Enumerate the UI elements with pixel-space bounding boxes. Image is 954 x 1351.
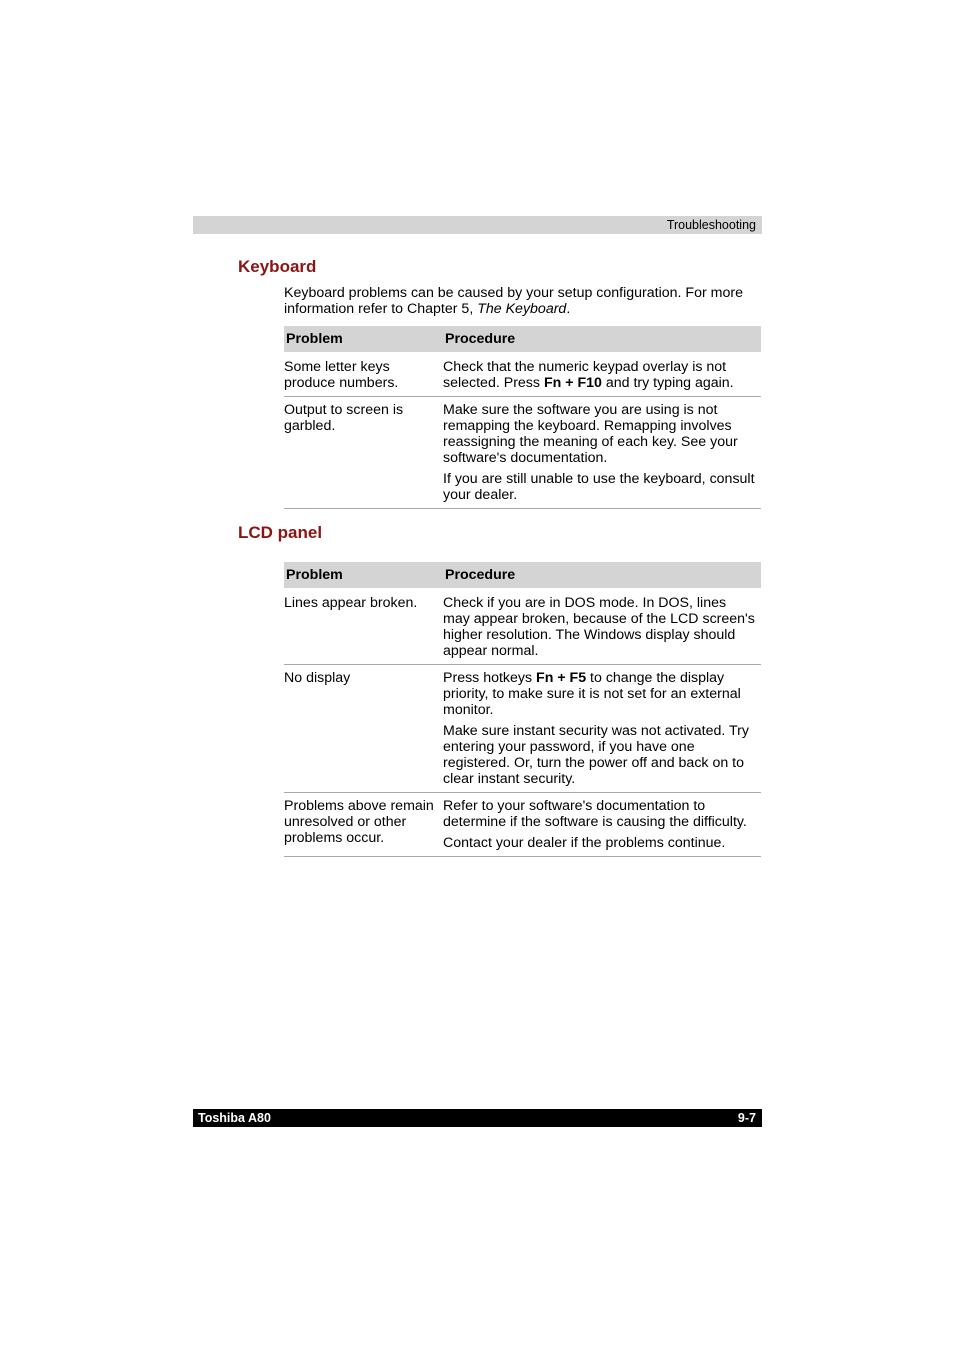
product-model: Toshiba A80 <box>198 1111 271 1125</box>
table-row <box>284 588 761 665</box>
procedure-cell <box>443 588 761 665</box>
column-header-procedure: Procedure <box>443 326 761 352</box>
keyboard-intro <box>284 285 762 317</box>
table-row <box>284 793 761 857</box>
procedure-text-part: and try typing again. <box>601 375 734 391</box>
table-row <box>284 665 761 793</box>
hotkey: Fn + F5 <box>536 670 587 686</box>
table-header-row <box>284 326 761 352</box>
problem-cell: Some letter keys produce numbers. <box>284 352 443 397</box>
page-number: 9-7 <box>737 1111 756 1125</box>
procedure-text <box>443 670 755 718</box>
procedure-text-part: Press hotkeys <box>443 670 537 686</box>
problem-cell: Output to screen is garbled. <box>284 397 443 509</box>
procedure-text: Make sure the software you are using is not remapping the keyboard. Remapping involves reassigning the meaning of each key. See your software's documentation. <box>443 402 738 466</box>
procedure-cell <box>443 665 761 793</box>
procedure-text: If you are still unable to use the keyboard, consult your dealer. <box>443 471 755 503</box>
chapter-name: Troubleshooting <box>666 218 756 232</box>
hotkey: Fn + F10 <box>543 375 602 391</box>
procedure-cell <box>443 352 761 397</box>
intro-end: . <box>566 301 571 317</box>
column-header-procedure: Procedure <box>443 562 761 588</box>
problem-cell: Problems above remain unresolved or other problems occur. <box>284 793 443 857</box>
column-header-problem: Problem <box>284 326 443 352</box>
procedure-text: Refer to your software's documentation to determine if the software is causing the difficulty. <box>443 798 747 830</box>
column-header-problem: Problem <box>284 562 443 588</box>
procedure-text-part: Check that the numeric keypad overlay is not selected. Press <box>443 359 727 391</box>
table-row <box>284 397 761 509</box>
keyboard-table <box>284 326 761 509</box>
section-title-lcd-panel: LCD panel <box>238 523 323 542</box>
running-header <box>193 216 762 234</box>
running-footer <box>193 1109 762 1127</box>
procedure-text: Check if you are in DOS mode. In DOS, lines may appear broken, because of the LCD screen's higher resolution. The Windows display should appear normal. <box>443 595 755 659</box>
table-header-row <box>284 562 761 588</box>
problem-cell: No display <box>284 665 443 793</box>
procedure-text: Contact your dealer if the problems continue. <box>443 835 726 851</box>
intro-chapter-ref: The Keyboard <box>477 301 567 317</box>
procedure-text-part: to change the display priority, to make sure it is not set for an external monitor. <box>443 670 741 718</box>
procedure-cell <box>443 397 761 509</box>
procedure-text <box>443 359 755 391</box>
table-row <box>284 352 761 397</box>
problem-cell: Lines appear broken. <box>284 588 443 665</box>
section-title-keyboard: Keyboard <box>238 257 317 276</box>
procedure-cell <box>443 793 761 857</box>
lcd-table <box>284 562 761 857</box>
procedure-text: Make sure instant security was not activated. Try entering your password, if you have one registered. Or, turn the power off and back on to clear instant security. <box>443 723 749 787</box>
intro-text: Keyboard problems can be caused by your setup configuration. For more information refer to Chapter 5, <box>284 285 743 317</box>
